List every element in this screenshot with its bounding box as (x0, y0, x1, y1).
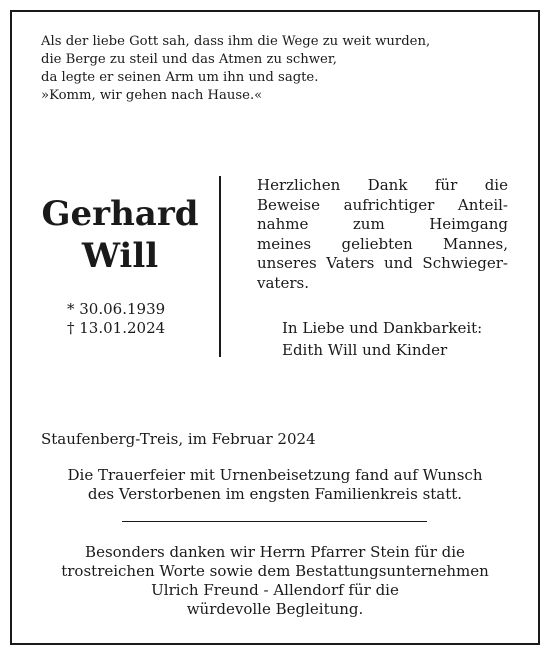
final-thanks-line: würdevolle Begleitung. (186, 600, 364, 618)
last-name: Will (81, 236, 159, 276)
thanks-line: nahme zum Heimgang (257, 215, 508, 233)
first-name: Gerhard (41, 194, 199, 234)
thanks-text (257, 176, 508, 293)
poem-line: die Berge zu steil und das Atmen zu schwer, (41, 52, 337, 67)
final-thanks-line: trostreichen Worte sowie dem Bestattungsunternehmen (61, 562, 489, 580)
thanks-line: vaters. (257, 273, 309, 292)
final-thanks (20, 543, 530, 619)
poem (41, 33, 501, 105)
poem-line: Als der liebe Gott sah, dass ihm die Wege zu weit wurden, (41, 34, 431, 49)
ceremony-line: Die Trauerfeier mit Urnenbeisetzung fand auf Wunsch (67, 466, 483, 484)
death-date: † 13.01.2024 (67, 319, 166, 337)
horizontal-divider (122, 521, 427, 522)
life-dates (67, 300, 165, 338)
ceremony-line: des Verstorbenen im engsten Familienkreis statt. (87, 485, 463, 503)
poem-line: da legte er seinen Arm um ihn und sagte. (41, 70, 319, 85)
birth-date: * 30.06.1939 (67, 300, 166, 318)
poem-line: »Komm, wir gehen nach Hause.« (41, 88, 263, 103)
thanks-line: meines geliebten Mannes, (257, 234, 508, 253)
signature (282, 317, 482, 361)
final-thanks-line: Besonders danken wir Herrn Pfarrer Stein für die (85, 543, 465, 561)
vertical-divider (219, 176, 221, 357)
signature-line: In Liebe und Dankbarkeit: (282, 319, 483, 337)
ceremony-note (20, 466, 530, 504)
thanks-line: Herzlichen Dank für die (257, 176, 508, 194)
signature-names: Edith Will und Kinder (282, 341, 448, 359)
thanks-line: unseres Vaters und Schwieger- (257, 254, 508, 272)
place-date: Staufenberg-Treis, im Februar 2024 (41, 430, 316, 448)
thanks-line: Beweise aufrichtiger Anteil- (257, 195, 508, 214)
deceased-name (30, 193, 210, 277)
final-thanks-line: Ulrich Freund - Allendorf für die (151, 581, 399, 599)
